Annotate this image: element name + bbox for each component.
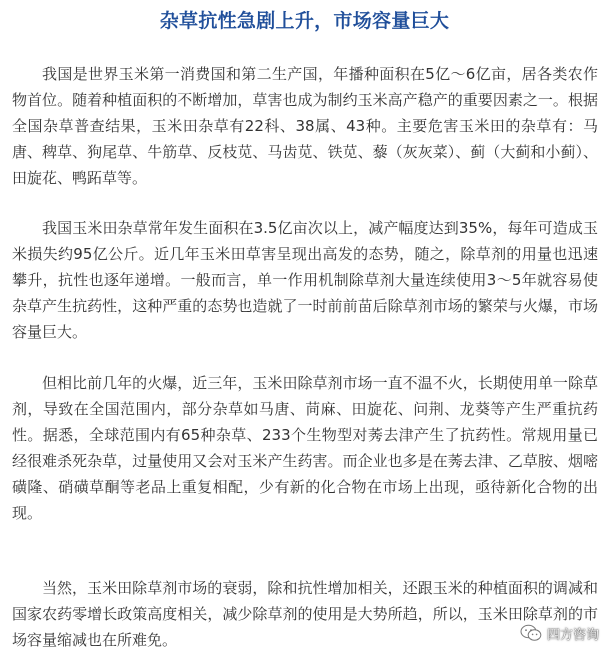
watermark <box>520 622 599 644</box>
article-title: 杂草抗性急剧上升，市场容量巨大 <box>159 10 450 32</box>
watermark-text: 四方咨询 <box>546 627 599 643</box>
paragraph-3: 但相比前几年的火爆，近三年，玉米田除草剂市场一直不温不火，长期使用单一除草剂，导致在全国范围内，部分杂草如马唐、苘麻、田旋花、问荆、龙葵等产生严重抗药性。据悉，全球范围内有65种杂草、233个生物型对莠去津产生了抗药性。常规用量已经很难杀死杂草，过量使用又会对玉米产生药害。而企业也多是在莠去津、乙草胺、烟嘧磺隆、硝磺草酮等老品上重复相配，少有新的化合物在市场上出现，亟待新化合物的出现。 <box>12 374 598 522</box>
paragraph-1: 我国是世界玉米第一消费国和第二生产国，年播种面积在5亿～6亿亩，居各类农作物首位。随着种植面积的不断增加，草害也成为制约玉米高产稳产的重要因素之一。根据全国杂草普查结果，玉米田杂草有22科、38属、43种。主要危害玉米田的杂草有：马唐、稗草、狗尾草、牛筋草、反枝苋、马齿苋、铁苋、藜（灰灰菜）、蓟（大蓟和小蓟）、田旋花、鸭跖草等。 <box>12 65 598 187</box>
paragraph-4: 当然，玉米田除草剂市场的衰弱，除和抗性增加相关，还跟玉米的种植面积的调减和国家农药零增长政策高度相关，减少除草剂的使用是大势所趋，所以，玉米田除草剂的市场容量缩减也在所难免。 <box>12 579 598 649</box>
paragraph-2: 我国玉米田杂草常年发生面积在3.5亿亩次以上，减产幅度达到35%，每年可造成玉米损失约95亿公斤。近几年玉米田草害呈现出高发的态势，随之，除草剂的用量也迅速攀升，抗性也逐年递增。一般而言，单一作用机制除草剂大量连续使用3～5年就容易使杂草产生抗药性，这种严重的态势也造就了一时前前苗后除草剂市场的繁荣与火爆，市场容量巨大。 <box>12 219 598 341</box>
wechat-icon <box>520 624 542 642</box>
